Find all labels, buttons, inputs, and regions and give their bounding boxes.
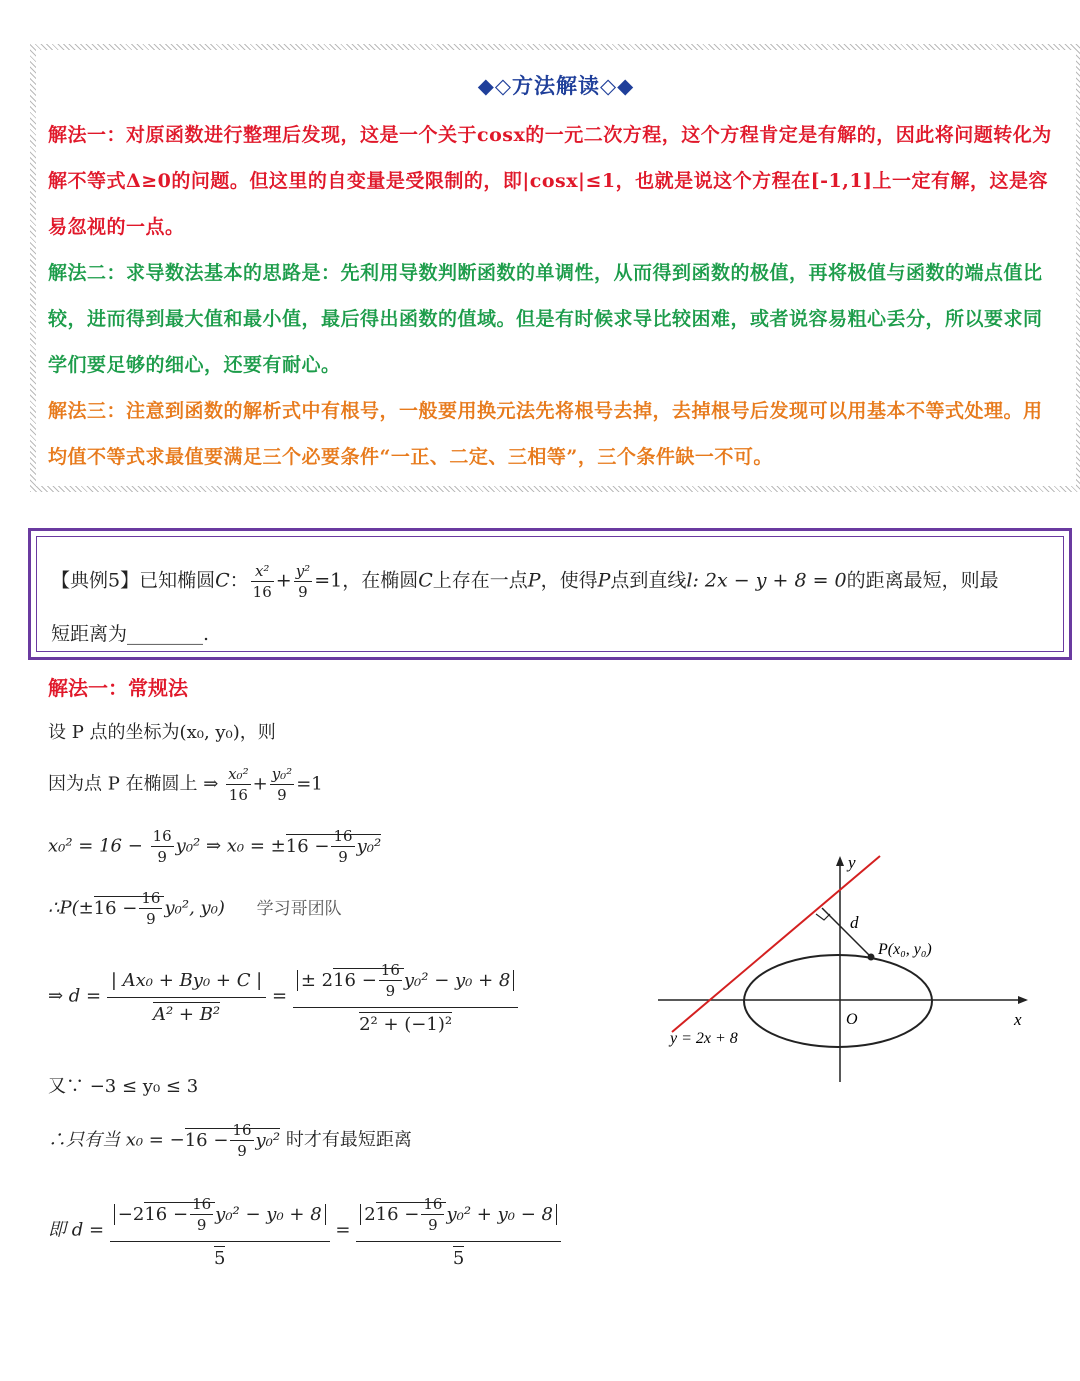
step-text: y₀² bbox=[255, 1129, 281, 1151]
example-text-a: 已知椭圆 bbox=[139, 569, 216, 592]
method-paragraph-1: 解法一：对原函数进行整理后发现，这是一个关于cosx的一元二次方程，这个方程肯定是有解的，因此将问题转化为解不等式Δ≥0的问题。但这里的自变量是受限制的，即|cosx|≤1，也就是说这个方程在[-1,1]上一定有解，这是容易忽视的一点。 bbox=[48, 124, 1052, 238]
step-text: y₀², y₀) bbox=[164, 897, 225, 919]
distance-label: d bbox=[850, 913, 859, 932]
sqrt bbox=[184, 1121, 281, 1160]
step-text: y₀² + y₀ − 8 bbox=[446, 1203, 553, 1225]
sqrt bbox=[375, 1195, 447, 1234]
frac-num: x² bbox=[251, 561, 274, 582]
frac-den: 9 bbox=[277, 786, 287, 804]
step-text: y₀² bbox=[356, 835, 382, 857]
fraction bbox=[379, 960, 402, 1001]
point-P bbox=[868, 954, 875, 961]
fraction bbox=[230, 1120, 253, 1161]
sqrt: 5 bbox=[214, 1248, 226, 1269]
frac-num: y₀² bbox=[271, 765, 293, 783]
frac-den bbox=[356, 1242, 561, 1269]
solution-step-1: 设 P 点的坐标为(x₀, y₀)，则 bbox=[48, 722, 276, 743]
frac-den: 9 bbox=[237, 1142, 247, 1160]
solution-step-7 bbox=[48, 1120, 412, 1161]
sqrt: 5 bbox=[452, 1248, 465, 1269]
frac-num: y² bbox=[295, 562, 311, 580]
example-tag: 【典例5】 bbox=[51, 569, 140, 592]
frac-num: 16 bbox=[333, 827, 353, 845]
ellipse bbox=[744, 955, 932, 1047]
example-text-f: 的距离最短，则最 bbox=[846, 569, 999, 592]
step-text: 因为点 P 在椭圆上 ⇒ bbox=[48, 773, 219, 795]
fraction bbox=[190, 1194, 213, 1235]
solution-step-4 bbox=[48, 888, 342, 929]
fraction-y bbox=[294, 561, 313, 602]
frac-den: 16 bbox=[252, 583, 272, 601]
solution-step-2 bbox=[48, 764, 323, 805]
equals-one: =1 bbox=[314, 569, 343, 592]
plus-sign: + bbox=[252, 773, 268, 795]
step-text: 16 − bbox=[184, 1129, 229, 1151]
step-text: y₀² − y₀ + 8 bbox=[215, 1203, 322, 1225]
fraction-x bbox=[251, 561, 274, 602]
example-line-2: 短距离为________. bbox=[51, 623, 210, 645]
step-text: 2 bbox=[364, 1203, 376, 1225]
solution-step-8 bbox=[48, 1192, 561, 1269]
frac-num bbox=[356, 1192, 561, 1242]
frac-den bbox=[107, 998, 266, 1025]
sqrt bbox=[285, 827, 382, 866]
step-text: ∴只有当 x₀ = − bbox=[48, 1129, 185, 1151]
line-equation: l: 2x − y + 8 = 0 bbox=[686, 569, 847, 592]
x-axis-arrow-icon bbox=[1018, 996, 1028, 1004]
frac-den bbox=[293, 1008, 519, 1035]
ellipse-name: C bbox=[215, 569, 230, 592]
frac-num: 16 bbox=[232, 1121, 252, 1139]
step-text: 16 − bbox=[285, 835, 330, 857]
step-text: 16 − bbox=[93, 897, 138, 919]
point-P-label: P(x₀, y₀) bbox=[878, 941, 932, 958]
result-fraction-2 bbox=[356, 1192, 561, 1269]
plus-sign: + bbox=[275, 569, 292, 592]
example-line-1 bbox=[51, 561, 999, 602]
frac-num: 16 bbox=[192, 1195, 212, 1213]
step-text: 16 − bbox=[375, 1203, 420, 1225]
fraction bbox=[151, 826, 174, 867]
method-inner bbox=[36, 50, 1076, 486]
sqrt: A² + B² bbox=[152, 1004, 221, 1025]
frac-den: 9 bbox=[196, 1216, 207, 1234]
example-text-b: ，在椭圆 bbox=[342, 569, 419, 592]
frac-num: x₀² bbox=[228, 765, 249, 783]
step-text: 时才有最短距离 bbox=[285, 1129, 412, 1151]
step-text: ± 2 bbox=[300, 969, 334, 991]
example-box bbox=[28, 528, 1072, 660]
ellipse-name: C bbox=[418, 569, 433, 592]
equals-sign: = bbox=[335, 1219, 351, 1241]
abs-value bbox=[297, 961, 515, 1000]
frac-den: 9 bbox=[146, 910, 156, 928]
frac-den: 9 bbox=[428, 1216, 438, 1234]
sqrt bbox=[144, 1195, 215, 1234]
example-text-e: 点到直线 bbox=[610, 569, 687, 592]
step-text: x₀² = 16 − bbox=[48, 835, 143, 857]
example-text-d: ，使得 bbox=[540, 569, 598, 592]
method-paragraph-3: 解法三：注意到函数的解析式中有根号，一般要用换元法先将根号去掉，去掉根号后发现可以用基本不等式处理。用均值不等式求最值要满足三个必要条件“一正、二定、三相等”，三个条件缺一不可。 bbox=[48, 400, 1043, 468]
frac-num: 16 bbox=[152, 827, 172, 845]
method-box bbox=[30, 44, 1080, 492]
step-text: 16 − bbox=[333, 969, 377, 991]
ellipse-diagram bbox=[650, 850, 1040, 1090]
abs-value bbox=[360, 1195, 557, 1234]
solution-step-5 bbox=[48, 958, 518, 1035]
frac-den: 9 bbox=[338, 848, 348, 866]
distance-formula bbox=[107, 968, 266, 1025]
abs-value bbox=[114, 1195, 326, 1234]
step-text: ⇒ d = bbox=[48, 985, 102, 1007]
frac-num bbox=[293, 958, 519, 1008]
frac-den bbox=[110, 1242, 330, 1269]
equals-one: =1 bbox=[296, 773, 323, 795]
watermark-text: 学习哥团队 bbox=[256, 898, 342, 919]
solution-step-6: 又∵ −3 ≤ y₀ ≤ 3 bbox=[48, 1076, 199, 1097]
colon: ： bbox=[229, 569, 249, 592]
step-text: −2 bbox=[117, 1203, 145, 1225]
frac-den: 9 bbox=[298, 583, 308, 601]
result-fraction-1 bbox=[110, 1192, 330, 1269]
y-axis-label: y bbox=[848, 853, 856, 872]
frac-num: 16 bbox=[423, 1195, 443, 1213]
point-name: P bbox=[527, 569, 541, 592]
fraction bbox=[421, 1194, 444, 1235]
solution-step-3 bbox=[48, 826, 381, 867]
step-text: y₀² − y₀ + 8 bbox=[403, 969, 511, 991]
method-title: ◆◇方法解读◇◆ bbox=[477, 73, 635, 98]
line-label: y = 2x + 8 bbox=[670, 1030, 738, 1047]
frac-num: 16 bbox=[380, 961, 400, 979]
fraction bbox=[139, 888, 162, 929]
frac-num: | Ax₀ + By₀ + C | bbox=[107, 968, 266, 998]
solution-heading: 解法一：常规法 bbox=[48, 676, 188, 700]
frac-num bbox=[110, 1192, 330, 1242]
step-text: y₀² ⇒ x₀ = ± bbox=[175, 835, 286, 857]
sqrt bbox=[333, 961, 404, 1000]
fraction bbox=[270, 764, 295, 805]
tangent-line bbox=[672, 856, 880, 1032]
x-axis-label: x bbox=[1014, 1010, 1022, 1029]
step-text: 16 − bbox=[144, 1203, 189, 1225]
equals-sign: = bbox=[271, 985, 288, 1007]
frac-den: 9 bbox=[385, 982, 396, 1000]
sqrt: 2² + (−1)² bbox=[359, 1014, 453, 1035]
y-axis-arrow-icon bbox=[836, 856, 844, 866]
frac-den: 9 bbox=[157, 848, 167, 866]
point-name: P bbox=[597, 569, 611, 592]
method-paragraph-2: 解法二：求导数法基本的思路是：先利用导数判断函数的单调性，从而得到函数的极值，再将极值与函数的端点值比较，进而得到最大值和最小值，最后得出函数的值域。但是有时候求导比较困难，或者说容易粗心丢分，所以要求同学们要足够的细心，还要有耐心。 bbox=[48, 262, 1043, 376]
sqrt bbox=[93, 889, 165, 928]
example-text-c: 上存在一点 bbox=[432, 569, 528, 592]
distance-substituted bbox=[293, 958, 519, 1035]
frac-num: 16 bbox=[141, 889, 161, 907]
step-text: 即 d = bbox=[48, 1219, 105, 1241]
origin-label: O bbox=[846, 1011, 858, 1028]
example-inner bbox=[36, 536, 1064, 652]
fraction bbox=[331, 826, 354, 867]
frac-den: 16 bbox=[228, 786, 248, 804]
step-text: ∴P(± bbox=[48, 897, 94, 919]
fraction bbox=[226, 764, 251, 805]
